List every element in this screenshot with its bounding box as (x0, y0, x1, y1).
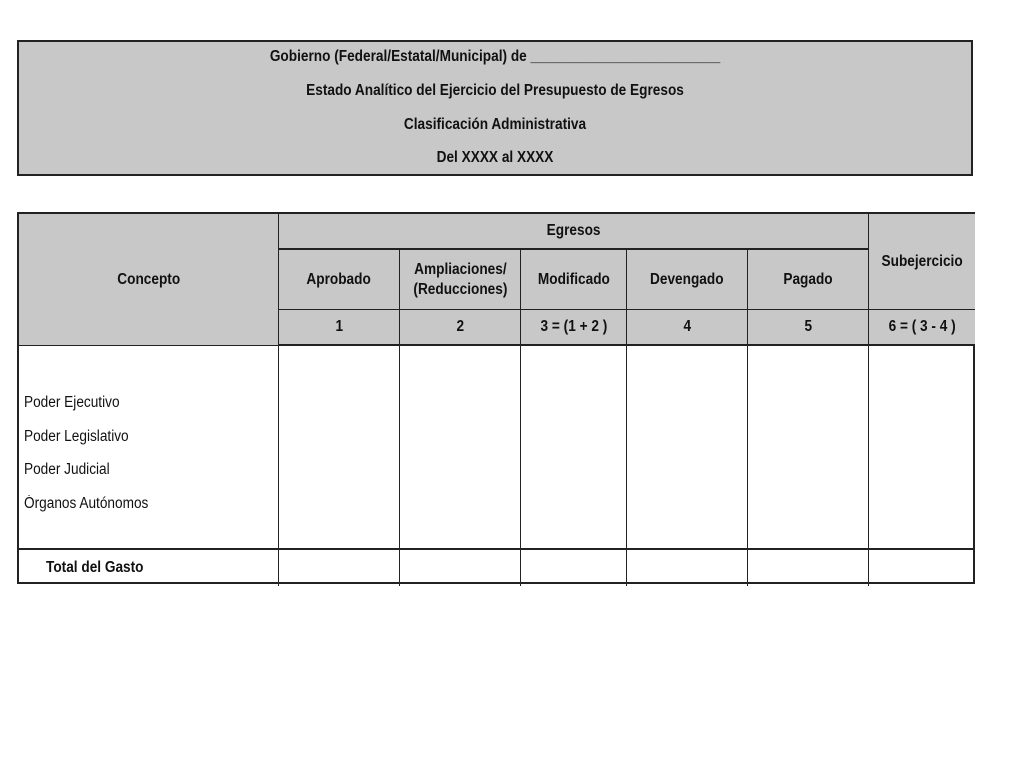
column-header-aprobado: Aprobado (279, 250, 400, 310)
budget-table (17, 212, 975, 584)
column-number: 3 = (1 + 2 ) (521, 310, 627, 346)
total-cell (279, 550, 400, 586)
total-cell (869, 550, 975, 586)
total-cell (748, 550, 869, 586)
concept-list (19, 346, 279, 550)
value-cell (869, 346, 975, 550)
value-cell (279, 346, 400, 550)
value-cell (748, 346, 869, 550)
column-number: 5 (748, 310, 869, 346)
value-cell (400, 346, 521, 550)
report-title: Estado Analítico del Ejercicio del Presupuesto de Egresos (306, 82, 684, 99)
concept-item: Poder Legislativo (24, 427, 129, 445)
column-header-ampliaciones: Ampliaciones/ (Reducciones) (400, 250, 521, 310)
total-cell (627, 550, 748, 586)
report-government-line: Gobierno (Federal/Estatal/Municipal) de _________________________ (269, 48, 721, 65)
total-label: Total del Gasto (19, 550, 279, 586)
column-number: 2 (400, 310, 521, 346)
report-period: Del XXXX al XXXX (436, 149, 554, 166)
total-cell (400, 550, 521, 586)
total-cell (521, 550, 627, 586)
concept-item: Poder Ejecutivo (24, 394, 120, 411)
column-number: 4 (627, 310, 748, 346)
value-cell (627, 346, 748, 550)
column-number: 1 (279, 310, 400, 346)
value-cell (521, 346, 627, 550)
concept-item: Órganos Autónomos (24, 494, 149, 512)
concepto-header: Concepto (19, 214, 279, 346)
egresos-header: Egresos (279, 214, 869, 250)
column-number: 6 = ( 3 - 4 ) (869, 310, 975, 346)
column-header-devengado: Devengado (627, 250, 748, 310)
column-header-pagado: Pagado (748, 250, 869, 310)
subejercicio-header: Subejercicio (869, 214, 975, 310)
concept-item: Poder Judicial (24, 461, 110, 478)
column-header-modificado: Modificado (521, 250, 627, 310)
report-header (17, 40, 973, 176)
report-classification: Clasificación Administrativa (403, 116, 587, 133)
